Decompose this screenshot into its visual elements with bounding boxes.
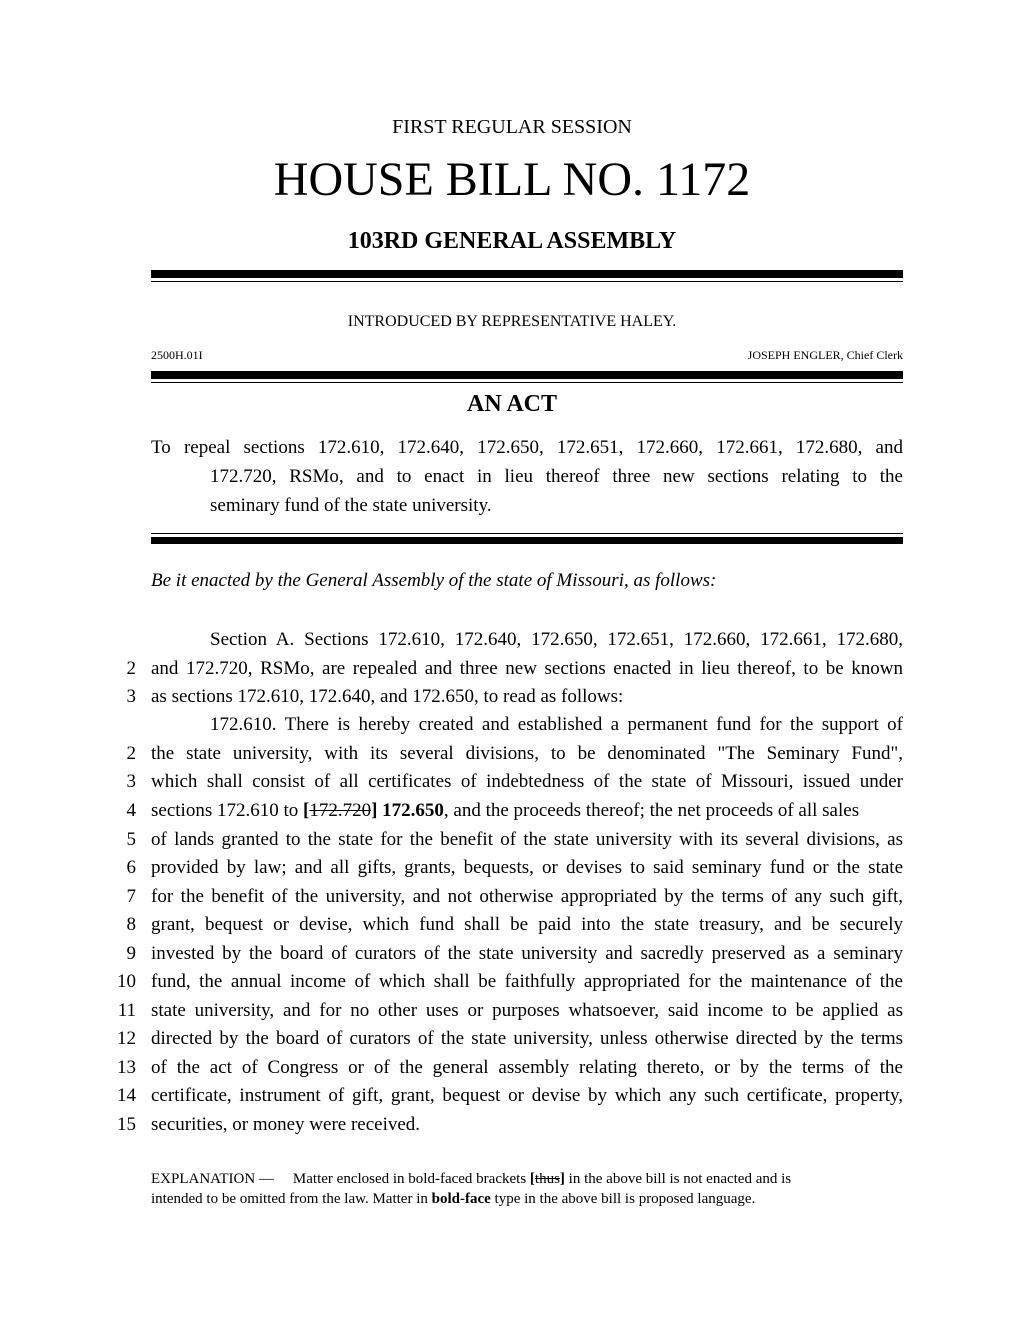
section-a-line: Section A. Sections 172.610, 172.640, 172.650, 172.651, 172.660, 172.661, 172.680, <box>210 629 903 650</box>
line-number: 13 <box>117 1057 136 1078</box>
deleted-text: 172.720 <box>309 800 372 821</box>
line-number: 3 <box>126 771 136 792</box>
line-number: 9 <box>126 943 136 964</box>
explanation-text: intended to be omitted from the law. Matter in <box>151 1191 432 1207</box>
bill-code: 2500H.01I <box>151 348 203 362</box>
bill-title: HOUSE BILL NO. 1172 <box>273 153 751 206</box>
clerk-rule-thin <box>151 382 903 383</box>
section-172-610-line: of lands granted to the state for the benefit of the state university with its several divisions, as <box>151 829 903 850</box>
new-text: 172.650 <box>377 800 444 821</box>
line-text: sections 172.610 to <box>151 800 303 821</box>
explanation-text: in the above bill is not enacted and is <box>564 1171 792 1187</box>
act-heading: AN ACT <box>466 391 557 417</box>
section-a-line: as sections 172.610, 172.640, and 172.650, to read as follows: <box>151 686 624 707</box>
chief-clerk: JOSEPH ENGLER, Chief Clerk <box>747 348 903 362</box>
line-number: 2 <box>126 658 136 679</box>
line-number: 10 <box>117 971 136 992</box>
act-title-line: To repeal sections 172.610, 172.640, 172.650, 172.651, 172.660, 172.661, 172.680, and <box>151 437 903 458</box>
act-title-line: seminary fund of the state university. <box>210 495 492 516</box>
line-number: 11 <box>117 1000 136 1021</box>
line-number: 3 <box>126 686 136 707</box>
section-172-610-line: certificate, instrument of gift, grant, bequest or devise by which any such certificate, property, <box>151 1085 903 1106</box>
line-text: , and the proceeds thereof; the net proceeds of all sales <box>443 800 860 821</box>
section-172-610-line: directed by the board of curators of the state university, unless otherwise directed by the terms <box>151 1028 903 1049</box>
section-a-line: and 172.720, RSMo, are repealed and three new sections enacted in lieu thereof, to be known <box>151 658 903 679</box>
bracket-open: [ <box>303 800 310 821</box>
line-number: 12 <box>117 1028 136 1049</box>
line-number: 2 <box>126 743 136 764</box>
line-number: 4 <box>126 800 136 821</box>
section-172-610-line: the state university, with its several divisions, to be denominated "The Seminary Fund", <box>151 743 903 764</box>
section-172-610-line <box>151 800 859 822</box>
section-172-610-line: state university, and for no other uses or purposes whatsoever, said income to be applied as <box>151 1000 903 1021</box>
explanation-label: EXPLANATION — <box>151 1171 274 1187</box>
line-number: 7 <box>126 886 136 907</box>
enacting-clause: Be it enacted by the General Assembly of the state of Missouri, as follows: <box>151 570 717 591</box>
bracket-close: ] <box>371 800 378 821</box>
section-172-610-line: grant, bequest or devise, which fund shall be paid into the state treasury, and be securely <box>151 914 903 935</box>
section-172-610-line: provided by law; and all gifts, grants, bequests, or devises to said seminary fund or the state <box>151 857 903 878</box>
explanation-line <box>151 1191 755 1208</box>
assembly-label: 103RD GENERAL ASSEMBLY <box>347 228 677 254</box>
line-number: 6 <box>126 857 136 878</box>
act-rule-thin <box>151 533 903 534</box>
explanation-text: type in the above bill is proposed language. <box>490 1191 756 1207</box>
act-rule-thick <box>151 537 903 544</box>
section-172-610-line: fund, the annual income of which shall be faithfully appropriated for the maintenance of the <box>151 971 903 992</box>
session-label: FIRST REGULAR SESSION <box>392 116 632 138</box>
section-172-610-line: of the act of Congress or of the general assembly relating thereto, or by the terms of the <box>151 1057 903 1078</box>
explanation-text: Matter enclosed in bold-faced brackets <box>292 1171 530 1187</box>
header-rule-thin <box>151 281 903 282</box>
header-rule-thick <box>151 270 903 278</box>
explanation-line <box>151 1171 903 1188</box>
bracket-close: ] <box>559 1171 565 1187</box>
bracket-open: [ <box>529 1171 535 1187</box>
section-172-610-line: which shall consist of all certificates of indebtedness of the state of Missouri, issued under <box>151 771 903 792</box>
line-number: 8 <box>126 914 136 935</box>
struck-example: thus <box>534 1171 560 1187</box>
section-172-610-line: 172.610. There is hereby created and established a permanent fund for the support of <box>210 714 903 735</box>
section-172-610-line: invested by the board of curators of the state university and sacredly preserved as a seminary <box>151 943 903 964</box>
bold-example: bold-face <box>431 1191 491 1207</box>
section-172-610-line: for the benefit of the university, and not otherwise appropriated by the terms of any such gift, <box>151 886 903 907</box>
line-number: 15 <box>117 1114 136 1135</box>
clerk-rule-thick <box>151 371 903 379</box>
section-172-610-line: securities, or money were received. <box>151 1114 421 1135</box>
line-number: 14 <box>117 1085 136 1106</box>
introduced-by: INTRODUCED BY REPRESENTATIVE HALEY. <box>347 313 677 330</box>
act-title-line: 172.720, RSMo, and to enact in lieu thereof three new sections relating to the <box>210 466 903 487</box>
line-number: 5 <box>126 829 136 850</box>
